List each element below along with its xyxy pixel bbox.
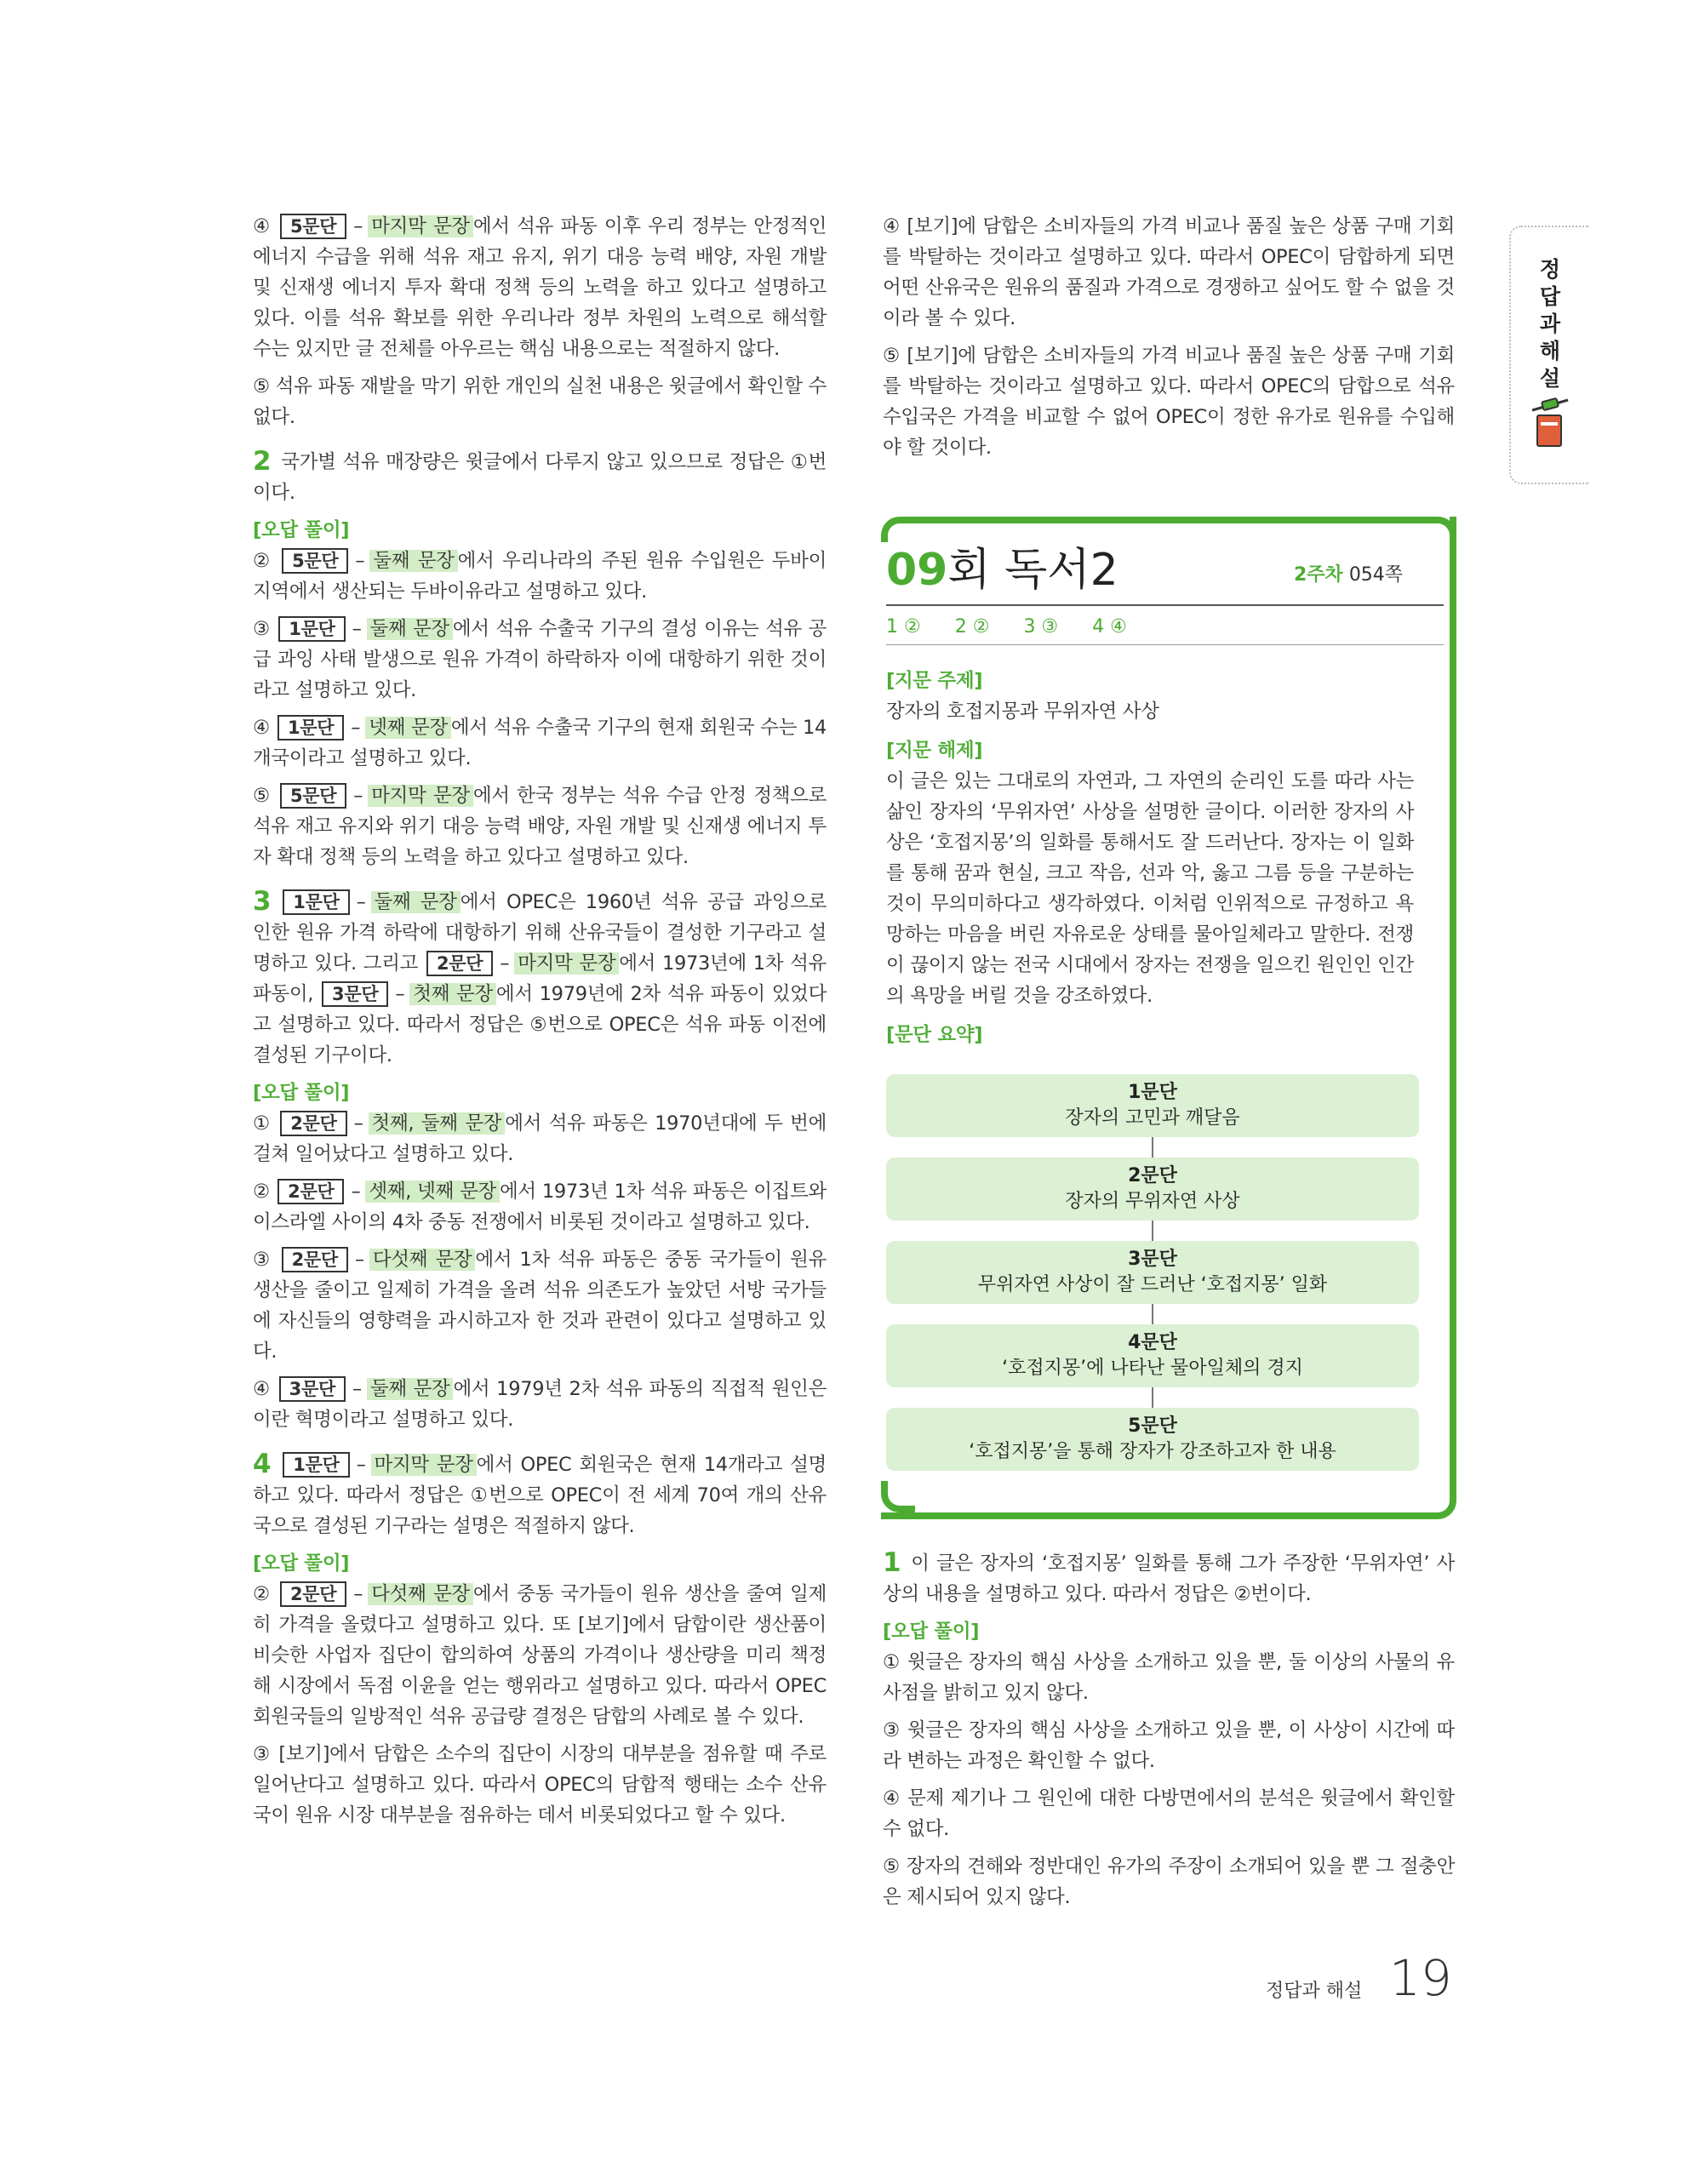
wrong-answer-label: [오답 풀이] (253, 1082, 350, 1104)
divider (886, 604, 1444, 606)
question-2-block: 2 국가별 석유 매장량은 윗글에서 다루지 않고 있으므로 정답은 ①번이다. [오답 풀이] ② 5문단 – 둘째 문장 에서 우리나라의 주된 원유 수입원은 두바이 지역에서 생산되는 두바이유라고 설명하고 있다. ③ 1문단 – 둘째 문장 에서 석유 수출국 기구의 결성 이유는 석유 공급 과잉 사태 발생으로 원유 가격이 하락하자 이에 대항하기 위한 것이라고 설명하고 있다. ④ 1문단 – 넷째 문장 에서 석유 수출국 기구의 현재 회원국 수는 14개국이라고 설명하고 있다. ⑤ 5문단 – 마지막 문장 에서 한국 정부는 석유 수급 안정 정책으로 석유 재고 유지와 위기 대응 능력 배양, 자원 개발 및 신재생 에너지 투자 확대 정책 등의 노력을 하고 있다고 설명하고 있다. (253, 446, 827, 872)
option-explanation: ⑤ 5문단 – 마지막 문장 에서 한국 정부는 석유 수급 안정 정책으로 석유 재고 유지와 위기 대응 능력 배양, 자원 개발 및 신재생 에너지 투자 확대 정책 등의 노력을 하고 있다고 설명하고 있다. (253, 785, 827, 868)
explanation-paragraph: ④ 5문단 – 마지막 문장 에서 석유 파동 이후 우리 정부는 안정적인 에너지 수급을 위해 석유 재고 유지, 위기 대응 능력 배양, 자원 개발 및 신재생 에너지 투자 확대 정책 등의 노력을 하고 있다고 설명하고 있다. 이를 석유 확보를 위한 우리나라 정부 차원의 노력으로 해석할 수는 있지만 글 전체를 아우르는 핵심 내용으로는 적절하지 않다. (253, 215, 827, 360)
summary-label: [문단 요약] (886, 1024, 983, 1046)
footer-label: 정답과 해설 (1266, 1981, 1363, 2002)
question-3-block: 3 1문단 – 둘째 문장 에서 OPEC은 1960년 석유 공급 과잉으로 인한 원유 가격 하락에 대항하기 위해 산유국들이 결성한 기구라고 설명하고 있다. 그리고 2문단 – 마지막 문장 에서 1973년에 1차 석유 파동이, 3문단 – 첫째 문장 에서 1979년에 2차 석유 파동이 있었다고 설명하고 있다. 따라서 정답은 ⑤번으로 OPEC은 석유 파동 이전에 결성된 기구이다. [오답 풀이] ① 2문단 – 첫째, 둘째 문장 에서 석유 파동은 1970년대에 두 번에 걸쳐 일어났다고 설명하고 있다. ② 2문단 – 셋째, 넷째 문장 에서 1973년 1차 석유 파동은 이집트와 이스라엘 사이의 4차 중동 전쟁에서 비롯된 것이라고 설명하고 있다. ③ 2문단 – 다섯째 문장 에서 1차 석유 파동은 중동 국가들이 원유 생산을 줄이고 일제히 가격을 올려 석유 의존도가 높았던 서방 국가들에 자신들의 영향력을 과시하고자 한 것과 관련이 있다고 설명하고 있다. ④ 3문단 – 둘째 문장 에서 1979년 2차 석유 파동의 직접적 원인은 이란 혁명이라고 설명하고 있다. (253, 886, 827, 1435)
book-pencil-icon (1530, 393, 1570, 448)
section-side-tab: 정 답 과 해 설 (1509, 226, 1589, 484)
option-explanation: ① 윗글은 장자의 핵심 사상을 소개하고 있을 뿐, 둘 이상의 사물의 유사점을 밝히고 있지 않다. (883, 1651, 1455, 1704)
option-explanation: ③ 1문단 – 둘째 문장 에서 석유 수출국 기구의 결성 이유는 석유 공급 과잉 사태 발생으로 원유 가격이 하락하자 이에 대항하기 위한 것이라고 설명하고 있다. (253, 618, 827, 701)
option-explanation: ⑤ 장자의 견해와 정반대인 유가의 주장이 소개되어 있을 뿐 그 절충안은 제시되어 있지 않다. (883, 1855, 1455, 1908)
option-explanation: ③ 2문단 – 다섯째 문장 에서 1차 석유 파동은 중동 국가들이 원유 생산을 줄이고 일제히 가격을 올려 석유 의존도가 높았던 서방 국가들에 자신들의 영향력을 과시하고자 한 것과 관련이 있다고 설명하고 있다. (253, 1249, 827, 1363)
wrong-answer-label: [오답 풀이] (883, 1621, 980, 1643)
option-explanation: ④ 3문단 – 둘째 문장 에서 1979년 2차 석유 파동의 직접적 원인은 이란 혁명이라고 설명하고 있다. (253, 1378, 827, 1431)
analysis-text: 이 글은 있는 그대로의 자연과, 그 자연의 순리인 도를 따라 사는 삶인 장자의 ‘무위자연’ 사상을 설명한 글이다. 이러한 장자의 사상은 ‘호접지몽’의 일화를 통해서도 잘 드러난다. 장자는 이 일화를 통해 꿈과 현실, 크고 작음, 선과 악, 옳고 그름 등을 구분하는 것이 무의미하다고 생각하였다. 이처럼 인위적으로 규정하고 욕망하는 마음을 버린 자유로운 상태를 물아일체라고 말한다. 전쟁이 끊이지 않는 전국 시대에서 장자는 전쟁을 일으킨 원인인 인간의 욕망을 버릴 것을 강조하였다. (886, 770, 1414, 1007)
sentence-highlight: 마지막 문장 (368, 215, 473, 237)
lesson-title: 09회 독서2 (886, 545, 1118, 596)
question-number: 4 (253, 1449, 272, 1479)
summary-step: 4문단 ‘호접지몽’에 나타난 물아일체의 경지 (886, 1324, 1419, 1387)
wrong-answer-label: [오답 풀이] (253, 1552, 350, 1575)
option-explanation: ③ 윗글은 장자의 핵심 사상을 소개하고 있을 뿐, 이 사상이 시간에 따라 변하는 과정은 확인할 수 없다. (883, 1719, 1455, 1772)
option-explanation: ② 5문단 – 둘째 문장 에서 우리나라의 주된 원유 수입원은 두바이 지역에서 생산되는 두바이유라고 설명하고 있다. (253, 550, 827, 603)
option-explanation: ② 2문단 – 다섯째 문장 에서 중동 국가들이 원유 생산을 줄여 일제히 가격을 올렸다고 설명하고 있다. 또 [보기]에서 담합이란 생산품이 비슷한 사업자 집단이 합의하여 상품의 가격이나 생산량을 미리 책정해 시장에서 독점 이윤을 얻는 행위라고 설명하고 있다. 따라서 OPEC 회원국들의 일방적인 석유 공급량 결정은 담합의 사례로 볼 수 있다. (253, 1583, 827, 1728)
option-explanation: ③ [보기]에서 담합은 소수의 집단이 시장의 대부분을 점유할 때 주로 일어난다고 설명하고 있다. 따라서 OPEC의 담합적 행태는 소수 산유국이 원유 시장 대부분을 점유하는 데서 비롯되었다고 할 수 있다. (253, 1743, 827, 1827)
left-column (253, 211, 827, 1838)
option-explanation: ④ 문제 제기나 그 원인에 대한 다방면에서의 분석은 윗글에서 확인할 수 없다. (883, 1787, 1455, 1840)
option-explanation: ② 2문단 – 셋째, 넷째 문장 에서 1973년 1차 석유 파동은 이집트와 이스라엘 사이의 4차 중동 전쟁에서 비롯된 것이라고 설명하고 있다. (253, 1181, 827, 1233)
summary-step: 5문단 ‘호접지몽’을 통해 장자가 강조하고자 한 내용 (886, 1408, 1419, 1471)
paragraph-ref-box: 5문단 (280, 214, 346, 239)
paragraph-summary-flow (886, 1074, 1419, 1474)
divider (886, 644, 1444, 645)
summary-step: 1문단 장자의 고민과 깨달음 (886, 1074, 1419, 1137)
explanation-paragraph: ④ [보기]에 담합은 소비자들의 가격 비교나 품질 높은 상품 구매 기회를 박탈하는 것이라고 설명하고 있다. 따라서 OPEC이 담합하게 되면 어떤 산유국은 원유의 품질과 가격으로 경쟁하고 싶어도 할 수 없을 것이라 볼 수 있다. (883, 215, 1455, 329)
summary-step: 2문단 장자의 무위자연 사상 (886, 1158, 1419, 1221)
question-4-block: 4 1문단 – 마지막 문장 에서 OPEC 회원국은 현재 14개라고 설명하고 있다. 따라서 정답은 ①번으로 OPEC이 전 세계 70여 개의 산유국으로 결성된 기구라는 설명은 적절하지 않다. [오답 풀이] ② 2문단 – 다섯째 문장 에서 중동 국가들이 원유 생산을 줄여 일제히 가격을 올렸다고 설명하고 있다. 또 [보기]에서 담합이란 생산품이 비슷한 사업자 집단이 합의하여 상품의 가격이나 생산량을 미리 책정해 시장에서 독점 이윤을 얻는 행위라고 설명하고 있다. 따라서 OPEC 회원국들의 일방적인 석유 공급량 결정은 담합의 사례로 볼 수 있다. ③ [보기]에서 담합은 소수의 집단이 시장의 대부분을 점유할 때 주로 일어난다고 설명하고 있다. 따라서 OPEC의 담합적 행태는 소수 산유국이 원유 시장 대부분을 점유하는 데서 비롯되었다고 할 수 있다. (253, 1449, 827, 1831)
topic-label: [지문 주제] (886, 670, 983, 692)
question-number: 2 (253, 446, 272, 477)
week-page-ref: 2주차 054쪽 (1294, 564, 1404, 586)
page-number: 19 (1389, 1949, 1452, 2007)
question-number: 1 (883, 1547, 901, 1578)
summary-step: 3문단 무위자연 사상이 잘 드러난 ‘호접지몽’ 일화 (886, 1241, 1419, 1304)
question-number: 3 (253, 886, 272, 917)
option-explanation: ④ 1문단 – 넷째 문장 에서 석유 수출국 기구의 현재 회원국 수는 14개국이라고 설명하고 있다. (253, 717, 827, 769)
explanation-paragraph: ⑤ [보기]에 담합은 소비자들의 가격 비교나 품질 높은 상품 구매 기회를 박탈하는 것이라고 설명하고 있다. 따라서 OPEC의 담합으로 석유 수입국은 가격을 비교할 수 없어 OPEC이 정한 유가로 원유를 수입해야 할 것이다. (883, 345, 1455, 459)
option-explanation: ① 2문단 – 첫째, 둘째 문장 에서 석유 파동은 1970년대에 두 번에 걸쳐 일어났다고 설명하고 있다. (253, 1112, 827, 1165)
analysis-label: [지문 해제] (886, 740, 983, 762)
question-1-block: 1 이 글은 장자의 ‘호접지몽’ 일화를 통해 그가 주장한 ‘무위자연’ 사상의 내용을 설명하고 있다. 따라서 정답은 ②번이다. [오답 풀이] ① 윗글은 장자의 핵심 사상을 소개하고 있을 뿐, 둘 이상의 사물의 유사점을 밝히고 있지 않다. ③ 윗글은 장자의 핵심 사상을 소개하고 있을 뿐, 이 사상이 시간에 따라 변하는 과정은 확인할 수 없다. ④ 문제 제기나 그 원인에 대한 다방면에서의 분석은 윗글에서 확인할 수 없다. ⑤ 장자의 견해와 정반대인 유가의 주장이 소개되어 있을 뿐 그 절충안은 제시되어 있지 않다. (883, 1547, 1455, 1919)
answer-key-row: 1 ② 2 ② 3 ③ 4 ④ (886, 616, 1127, 637)
right-column (883, 211, 1455, 470)
topic-text: 장자의 호접지몽과 무위자연 사상 (886, 700, 1159, 723)
explanation-paragraph: ⑤ 석유 파동 재발을 막기 위한 개인의 실천 내용은 윗글에서 확인할 수 없다. (253, 375, 827, 428)
wrong-answer-label: [오답 풀이] (253, 519, 350, 541)
passage-analysis (886, 664, 1414, 1050)
